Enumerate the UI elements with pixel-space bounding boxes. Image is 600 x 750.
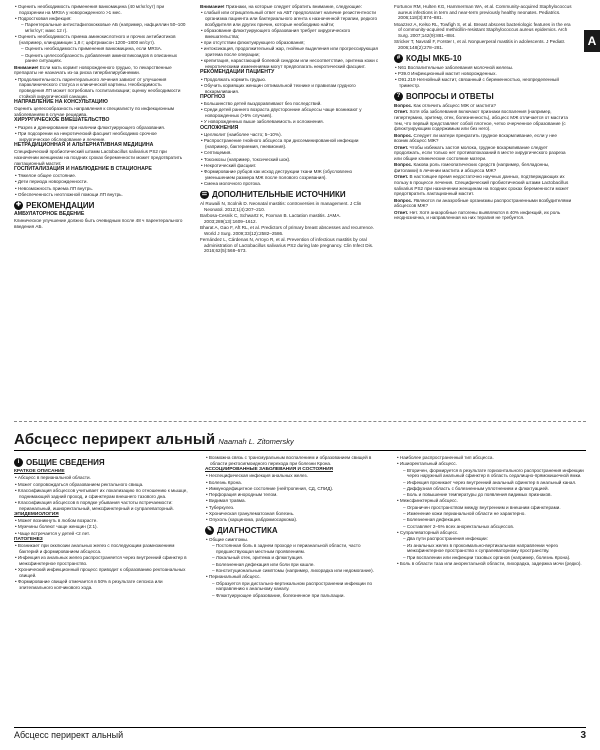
bullet-item: • Опухоль (карцинома, рабдомиосаркома).: [205, 517, 381, 523]
bullet-item: • Разрез и дренирование при наличии флюктуирующего образования.: [14, 125, 186, 131]
sub-bullet-item: – Ограничен пространством между внутренним и внешним сфинктерами.: [396, 505, 586, 511]
reference-item: Moazzez A, Kelso RL, Towfigh S, et al. Breast abscess bacteriologic features in the era of community-acquired methicillin-resistant Staphylococcus aureus epidemics. Arch Surg. 2007;142(9):881–884.: [394, 21, 571, 39]
bullet-item: • Классификация абсцессов в порядке убывания частоты встречаемости: перианальный, ишиоректальный, межсфинктерный и супралеваторный.: [14, 500, 190, 511]
bullet-item: • Наиболее распространенный тип абсцесса.: [396, 455, 586, 461]
major-heading-text: ОБЩИЕ СВЕДЕНИЯ: [26, 458, 105, 467]
bullet-item: • Оценить необходимость применения ванкомицина (40 мг/кг/сут) при подозрении на MRSA у новорожденного >1 мес.: [14, 4, 186, 15]
bullet-item: • Может сопровождаться образованием ректального свища.: [14, 482, 190, 488]
sub-bullet-item: – Составляет 2–5% всех аноректальных абсцессов.: [396, 524, 586, 530]
paragraph: Оценить целесообразность направления к специалисту по инфекционным заболеваниям в случае рецидива.: [14, 106, 175, 117]
major-heading-text: ВОПРОСЫ И ОТВЕТЫ: [406, 91, 494, 101]
bullet-item: • Среди детей раннего возраста двусторонние абсцессы чаще возникают у новорожденных (>5% случаев).: [200, 107, 380, 118]
reference-item: Bharat A, Gao F, Aft RL, et al. Predictors of primary breast abscesses and recurrence. World J Surg. 2009;33(12):2582–2586.: [200, 224, 375, 236]
section-divider: [14, 421, 586, 422]
section-heading: РЕКОМЕНДАЦИИ ПАЦИЕНТУ: [200, 69, 275, 76]
paragraph: Внимание! Если мать кормит новорожденного грудью, то лекарственные препараты не назначать из-за риска гипербилирубинемии.: [14, 64, 172, 76]
section-heading: ГОСПИТАЛИЗАЦИЯ И НАБЛЮДЕНИЕ В СТАЦИОНАРЕ: [14, 165, 152, 172]
bullet-item: • Ишиоректальный абсцесс.: [396, 461, 586, 467]
top-column-3: [394, 4, 572, 222]
bullet-item: • Возникает при окклюзии анальных желез с последующим размножением бактерий и формированием абсцесса.: [14, 543, 190, 554]
bullet-item: • Некротический фасциит.: [200, 163, 380, 169]
sub-bullet-item: – Диффузная область с болезненным уплотнением и флюктуацией.: [396, 486, 586, 492]
section-icon: i: [14, 458, 23, 467]
reference-item: Fernández L, Cárdenas N, Arroyo R, et al. Prevention of infectious mastitis by oral administration of Lactobacillus salivarius PS2 during late pregnancy. Clin Infect Dis. 2016;62(5):568–573.: [200, 236, 374, 254]
major-heading-text: КОДЫ МКБ-10: [406, 53, 462, 63]
bullet-item: • N61 Воспалительные заболевания молочной железы.: [394, 65, 572, 71]
bullet-item: • Неспецифическая инфекция анальных желез.: [205, 473, 381, 479]
sub-bullet-item: – Боль и повышение температуры до появления видимых признаков.: [396, 492, 586, 498]
bullet-item: • Тяжелое общее состояние.: [14, 173, 186, 179]
bullet-item: • Целлюлит (наиболее часто; 5–10%).: [200, 132, 380, 138]
paragraph: Ответ. Хотя оба заболевания включают признаки воспаления (например, гипертермию, эритему, отек, болезненность), абсцесс МЖ отличается от мастита тем, что первый представляет собой плотное, четко очерченное образование (с флюктуирующим содержимым или без него).: [394, 109, 568, 132]
paragraph: Ответ. В настоящее время недостаточно научных данных, подтверждающих их пользу в процессе лечения. Специфический пробиотический штамм Lactobacillus salivarius PS2 при назначении женщинам на поздних сроках беременности может предотвратить лактационный мастит.: [394, 174, 569, 197]
bullet-item: • Распространение гнойного абсцесса при диссеминированной инфекции (например, бактериемия, пневмония).: [200, 138, 380, 149]
bullet-item: • Перианальный абсцесс.: [205, 574, 381, 580]
bullet-item: • Хроническая гранулематозная болезнь.: [205, 511, 381, 517]
bottom-column-2: [205, 455, 381, 599]
bullet-item: • Дети периода новорожденности.: [14, 179, 186, 185]
subsection-heading: КРАТКОЕ ОПИСАНИЕ: [14, 469, 65, 474]
bullet-item: • Возможна связь с трансмуральным воспалением и образованием свищей в области ректосигмоидного перехода при болезни Крона.: [205, 455, 381, 466]
section-heading: ПРОГНОЗ: [200, 93, 226, 100]
bullet-item: • Хронический инфекционный процесс приводит к образованию ректоанальных свищей.: [14, 567, 190, 578]
bullet-item: • Формирование рубцов как исход деструкции ткани МЖ (обусловлено уменьшением размера МЖ после полового созревания).: [200, 169, 380, 180]
bullet-item: • P39.0 Инфекционный мастит новорожденных.: [394, 71, 572, 77]
sub-bullet-item: – При воспалении или инфекции тазовых органов (например, болезнь Крона).: [396, 555, 586, 561]
sub-bullet-item: – Постоянная боль в заднем проходе и перианальной области, часто предшествующая местным проявлениям.: [205, 543, 381, 554]
article-title-text: Абсцесс перирект альный: [14, 431, 216, 448]
sub-bullet-item: – Болезненная дефекация.: [396, 517, 586, 523]
article-title: [14, 431, 586, 451]
bullet-item: • Классификация абсцессов учитывает их локализацию по отношению к мышце, поднимающей задний проход, и сфинктерам внешнего тазового дна.: [14, 488, 190, 499]
paragraph: Внимание! Признаки, на которые следует обратить внимание, следующие:: [200, 4, 362, 9]
bullet-item: • Продолжительность парентерального лечения зависит от улучшения параклинического статуса и клинической картины. Необходимость проведения ЛП может потребовать госпитализации; оценку необходимости стойкой хирургической санации.: [14, 77, 186, 100]
major-heading: [200, 190, 380, 199]
bullet-item: • Абсцесс в перианальной области.: [14, 475, 190, 481]
paragraph: Ответ. Нет. Хотя анаэробные патогены выявляются в 40% инфекций, их роль неоднозначна, и направленная на них терапия не требуется.: [394, 209, 561, 221]
reference-item: Stricker T, Navratil F, Forster I, et al. Nonpuerperal mastitis in adolescents. J Pediatr. 2006;148(2):278–281.: [394, 39, 566, 51]
top-column-1: [14, 4, 186, 230]
sub-bullet-item: – Инфекция проникает через внутренний анальный сфинктер в анальный канал.: [396, 480, 586, 486]
bullet-item: • Перфорация инородным телом.: [205, 492, 381, 498]
section-icon: ✚: [15, 201, 22, 208]
reference-item: Barbosa-Cesnik C, Schwartz K, Foxman B. Lactation mastitis. JAMA. 2003;289(13):1609–1612.: [200, 212, 341, 224]
bullet-item: • У новорожденных выше заболеваемость и осложнения.: [200, 119, 380, 125]
section-heading: ОСЛОЖНЕНИЯ: [200, 124, 239, 131]
paragraph: Вопрос. Какова роль гомеопатических средств (например, белладонны, фитолакки) в лечении мастита и абсцесса МЖ?: [394, 162, 550, 173]
top-column-2: [200, 4, 380, 255]
major-heading-text: ДИАГНОСТИКА: [217, 526, 278, 536]
bullet-item: • образование флюктуирующего образования требует хирургического вмешательства;: [200, 28, 380, 39]
sub-bullet-item: – Вторичен, формируется в результате горизонтального распространения инфекции через наружный анальный сфинктер в область седалищно-прямокишечной ямки.: [396, 468, 586, 479]
bullet-item: • Видимая травма.: [205, 498, 381, 504]
reference-item: Al Ruwaili N, Scolnik D. Neonatal mastitis: controversies in management. J Clin Neonatol. 2012;1(4):207–210.: [200, 200, 362, 212]
sub-bullet-item: – Парентеральные антистафилококковые АБ (например, нафциллин 50–100 мг/кг/сут; макс 12 г).: [14, 22, 186, 33]
bullet-item: • Чаще встречается у детей <2 лет.: [14, 531, 190, 537]
bullet-item: • O91.219 Негнойный мастит, связанный с беременностью, неопределенный триместр.: [394, 77, 572, 88]
sub-bullet-item: – Из анальных желез в проксимально-вертикальном направлении через межсфинктерное пространство к супралеваторному пространству.: [396, 543, 586, 554]
section-icon: ☰: [201, 190, 208, 197]
major-heading: [205, 526, 381, 535]
bullet-item: • Болезнь Крона.: [205, 480, 381, 486]
section-tab-marker: A: [584, 30, 600, 52]
article-author: Naamah L. Zitomersky: [218, 437, 294, 446]
section-heading: ХИРУРГИЧЕСКОЕ ВМЕШАТЕЛЬСТВО: [14, 117, 110, 124]
paragraph: Специфический пробиотический штамм Lactobacillus salivarius PS2 при назначении женщинам на поздних сроках беременности может предотвратить лактационный мастит.: [14, 149, 183, 166]
bullet-item: • интоксикация, продолжительный жар, гнойные выделения или прогрессирующая эритема после операции;: [200, 46, 380, 57]
bullet-item: • Иммунодефицитное состояние (нейтропения, СД, СПИД).: [205, 486, 381, 492]
section-heading: НЕТРАДИЦИОННАЯ И АЛЬТЕРНАТИВНАЯ МЕДИЦИНА: [14, 141, 154, 148]
footer-title: Абсцесс перирект альный: [14, 730, 124, 740]
bullet-item: • Межсфинктерный абсцесс.: [396, 498, 586, 504]
bullet-item: • Продолжать кормить грудью.: [200, 77, 380, 83]
bullet-item: • Большинство детей выздоравливают без последствий.: [200, 101, 380, 107]
paragraph: Вопрос. Как отличить абсцесс МЖ от мастита?: [394, 102, 496, 108]
bottom-column-1: [14, 455, 190, 591]
section-heading: АМБУЛАТОРНОЕ ВЕДЕНИЕ: [14, 210, 85, 217]
bullet-item: • Может возникнуть в любом возрасте.: [14, 518, 190, 524]
major-heading: [394, 92, 572, 101]
bullet-item: • слабый или отрицательный ответ на АБТ предполагает наличие резистентности организма пациента или бактериального агента к назначенной терапии, редкого возбудителя или других причин, которые необходимо найти;: [200, 10, 380, 27]
major-heading: [14, 201, 186, 210]
sub-bullet-item: – Оценить целесообразность добавления аминогликозидов в описанных ранее ситуациях.: [14, 53, 186, 64]
bullet-item: • Септицемия.: [200, 150, 380, 156]
bullet-item: • Обучить кормящих женщин оптимальной технике и правилам грудного вскармливания.: [200, 83, 380, 94]
paragraph: Ответ. Чтобы избежать застоя молока, грудное вскармливание следует продолжать, если только нет противопоказаний в месте хирургического разреза или общие клинические состояние матери.: [394, 144, 566, 161]
paragraph: Вопрос. Следует ли матери прекратить грудное вскармливание, если у нее возник абсцесс МЖ?: [394, 132, 557, 144]
sub-bullet-item: – Образуется при дистально-вертикальном распространении инфекции по направлению к анальному каналу.: [205, 581, 381, 592]
bullet-item: • При подозрении на некротический фасциит необходимо срочное хирургическое обследование и лечение.: [14, 131, 186, 142]
bullet-item: • Оценить необходимость приема аминокислотного и прочих антибиотиков (например, клиндамицин 1,8 г; цефтриаксон 1200–1800 мг/сут).: [14, 34, 186, 45]
sub-bullet-item: – Болезненная дефекация или боли при кашле.: [205, 562, 381, 568]
bullet-item: • при отсутствии флюктуирующего образования;: [200, 40, 380, 46]
major-heading-text: ДОПОЛНИТЕЛЬНЫЕ ИСТОЧНИКИ: [212, 189, 346, 199]
subsection-heading: ПАТОГЕНЕЗ: [14, 537, 43, 543]
sub-bullet-item: – Два пути распространения инфекции:: [396, 536, 586, 542]
bullet-item: • Токсикозы (например, токсический шок).: [200, 157, 380, 163]
bottom-column-3: [396, 455, 586, 567]
bullet-item: • Боль в области таза или аноректальной области, лихорадка, задержка мочи (редко).: [396, 561, 586, 567]
paragraph: Вопрос. Являются ли анаэробные организмы распространенными возбудителями абсцессов МЖ?: [394, 197, 572, 209]
sub-bullet-item: – Оценить необходимость применения ванкомицина, если MRSA.: [14, 46, 186, 52]
major-heading: [14, 458, 190, 467]
paragraph: Клиническое улучшение должно быть очевидным после 48 ч парентерального введения АБ.: [14, 218, 183, 229]
bullet-item: • Обеспеченность неотложной помощи ЛП внутрь.: [14, 192, 186, 198]
section-icon: #: [394, 54, 403, 63]
page-number: 3: [580, 730, 586, 741]
section-heading: НАПРАВЛЕНИЕ НА КОНСУЛЬТАЦИЮ: [14, 99, 108, 105]
bullet-item: • Формирование свищей отмечается в 50% в результате сепсиса или эпителиального копчикового хода.: [14, 579, 190, 590]
major-heading-text: РЕКОМЕНДАЦИИ: [26, 200, 95, 210]
sub-bullet-item: – Локальный отек, эритема и флюктуация.: [205, 555, 381, 561]
bullet-item: • Супралеваторный абсцесс.: [396, 530, 586, 536]
bullet-item: • Мужчины болеют чаще женщин (2:1).: [14, 524, 190, 530]
bullet-item: • Общие симптомы.: [205, 537, 381, 543]
bullet-item: • Смена молочного протока.: [200, 181, 380, 187]
reference-item: Fortunov RM, Hulten KG, Hammerman WA, et al. Community-acquired Staphylococcus aureus infections in term and near-term previously healthy neonates. Pediatrics. 2006;118(3):874–881.: [394, 4, 572, 21]
sub-bullet-item: – Флюктуирующее образование, болезненное при пальпации.: [205, 593, 381, 599]
major-heading: [394, 54, 572, 63]
bullet-item: • Невозможность приема ЛП внутрь.: [14, 186, 186, 192]
subsection-heading: АССОЦИИРОВАННЫЕ ЗАБОЛЕВАНИЯ И СОСТОЯНИЯ: [205, 467, 333, 472]
page-footer: [14, 727, 586, 741]
section-icon: ?: [394, 92, 403, 101]
subsection-heading: ЭПИДЕМИОЛОГИЯ: [14, 511, 59, 517]
bullet-item: • Инфекция из анальных желез распространяется через внутренний сфинктер в межсфинктерное пространство.: [14, 555, 190, 566]
section-icon: ✎: [206, 527, 213, 534]
sub-bullet-item: – Изменение кожи перианальной области не характерно.: [396, 511, 586, 517]
bullet-item: • крепитация, нарастающий болевой синдром или несоответствие, эритема кожи с некротическими изменениями могут предполагать некротический фасциит.: [200, 58, 380, 69]
sub-bullet-item: – Конституциональные симптомы (например, лихорадка или недомогание).: [205, 568, 381, 574]
bullet-item: • Подростковая инфекция:: [14, 16, 186, 22]
bullet-item: • Туберкулез.: [205, 505, 381, 511]
